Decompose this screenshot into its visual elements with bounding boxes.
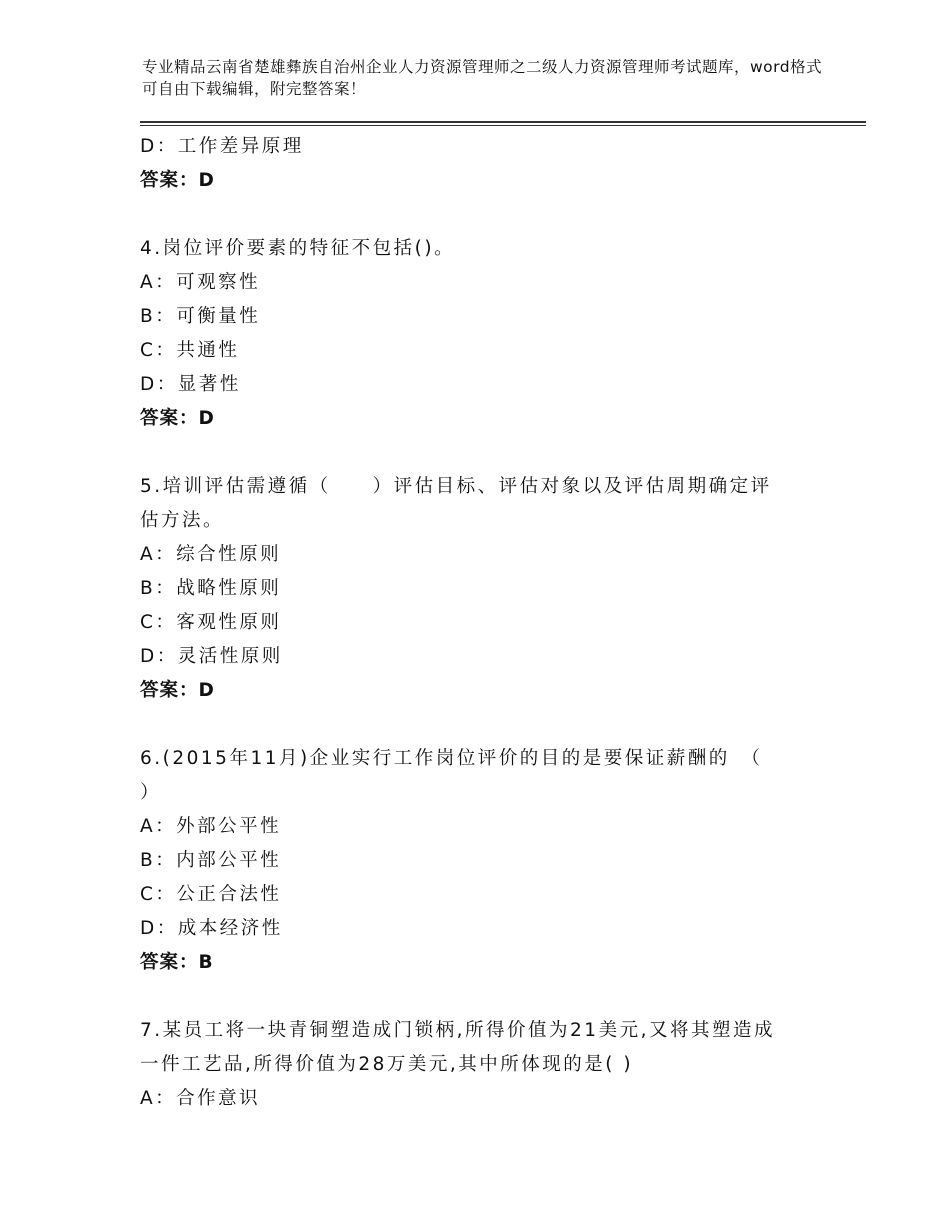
answer: 答案：B bbox=[140, 952, 214, 973]
question-7 bbox=[140, 1014, 840, 1116]
option-d: D：工作差异原理 bbox=[140, 136, 304, 157]
question-text: 7.某员工将一块青铜塑造成门锁柄,所得价值为21美元,又将其塑造成 bbox=[140, 1020, 775, 1041]
option-a: A：综合性原则 bbox=[140, 544, 282, 565]
question-text: 4.岗位评价要素的特征不包括()。 bbox=[140, 238, 456, 259]
option-d: D：灵活性原则 bbox=[140, 646, 283, 667]
option-b: B：可衡量性 bbox=[140, 306, 261, 327]
option-c: C：客观性原则 bbox=[140, 612, 282, 633]
question-text-cont: 估方法。 bbox=[140, 510, 225, 531]
question-text-cont: 一件工艺品,所得价值为28万美元,其中所体现的是( ) bbox=[140, 1054, 634, 1075]
header-rule-thin bbox=[140, 125, 866, 126]
option-d: D：显著性 bbox=[140, 374, 241, 395]
question-4 bbox=[140, 232, 840, 436]
option-b: B：内部公平性 bbox=[140, 850, 282, 871]
question-text: 6.(2015年11月)企业实行工作岗位评价的目的是要保证薪酬的 （ bbox=[140, 748, 763, 769]
question-list bbox=[140, 130, 840, 1116]
question-6 bbox=[140, 742, 840, 980]
question-prev bbox=[140, 130, 840, 198]
option-a: A：合作意识 bbox=[140, 1088, 261, 1109]
header-rule bbox=[140, 121, 866, 123]
option-b: B：战略性原则 bbox=[140, 578, 282, 599]
option-a: A：外部公平性 bbox=[140, 816, 282, 837]
question-5 bbox=[140, 470, 840, 708]
answer: 答案：D bbox=[140, 408, 215, 429]
document-header: 专业精品云南省楚雄彝族自治州企业人力资源管理师之二级人力资源管理师考试题库，word格式可自由下载编辑，附完整答案！ bbox=[142, 58, 823, 98]
option-d: D：成本经济性 bbox=[140, 918, 283, 939]
option-c: C：公正合法性 bbox=[140, 884, 282, 905]
option-a: A：可观察性 bbox=[140, 272, 261, 293]
question-text-cont: ） bbox=[140, 782, 162, 803]
option-c: C：共通性 bbox=[140, 340, 240, 361]
answer: 答案：D bbox=[140, 680, 215, 701]
answer: 答案：D bbox=[140, 170, 215, 191]
question-text: 5.培训评估需遵循（ ）评估目标、评估对象以及评估周期确定评 bbox=[140, 476, 772, 497]
